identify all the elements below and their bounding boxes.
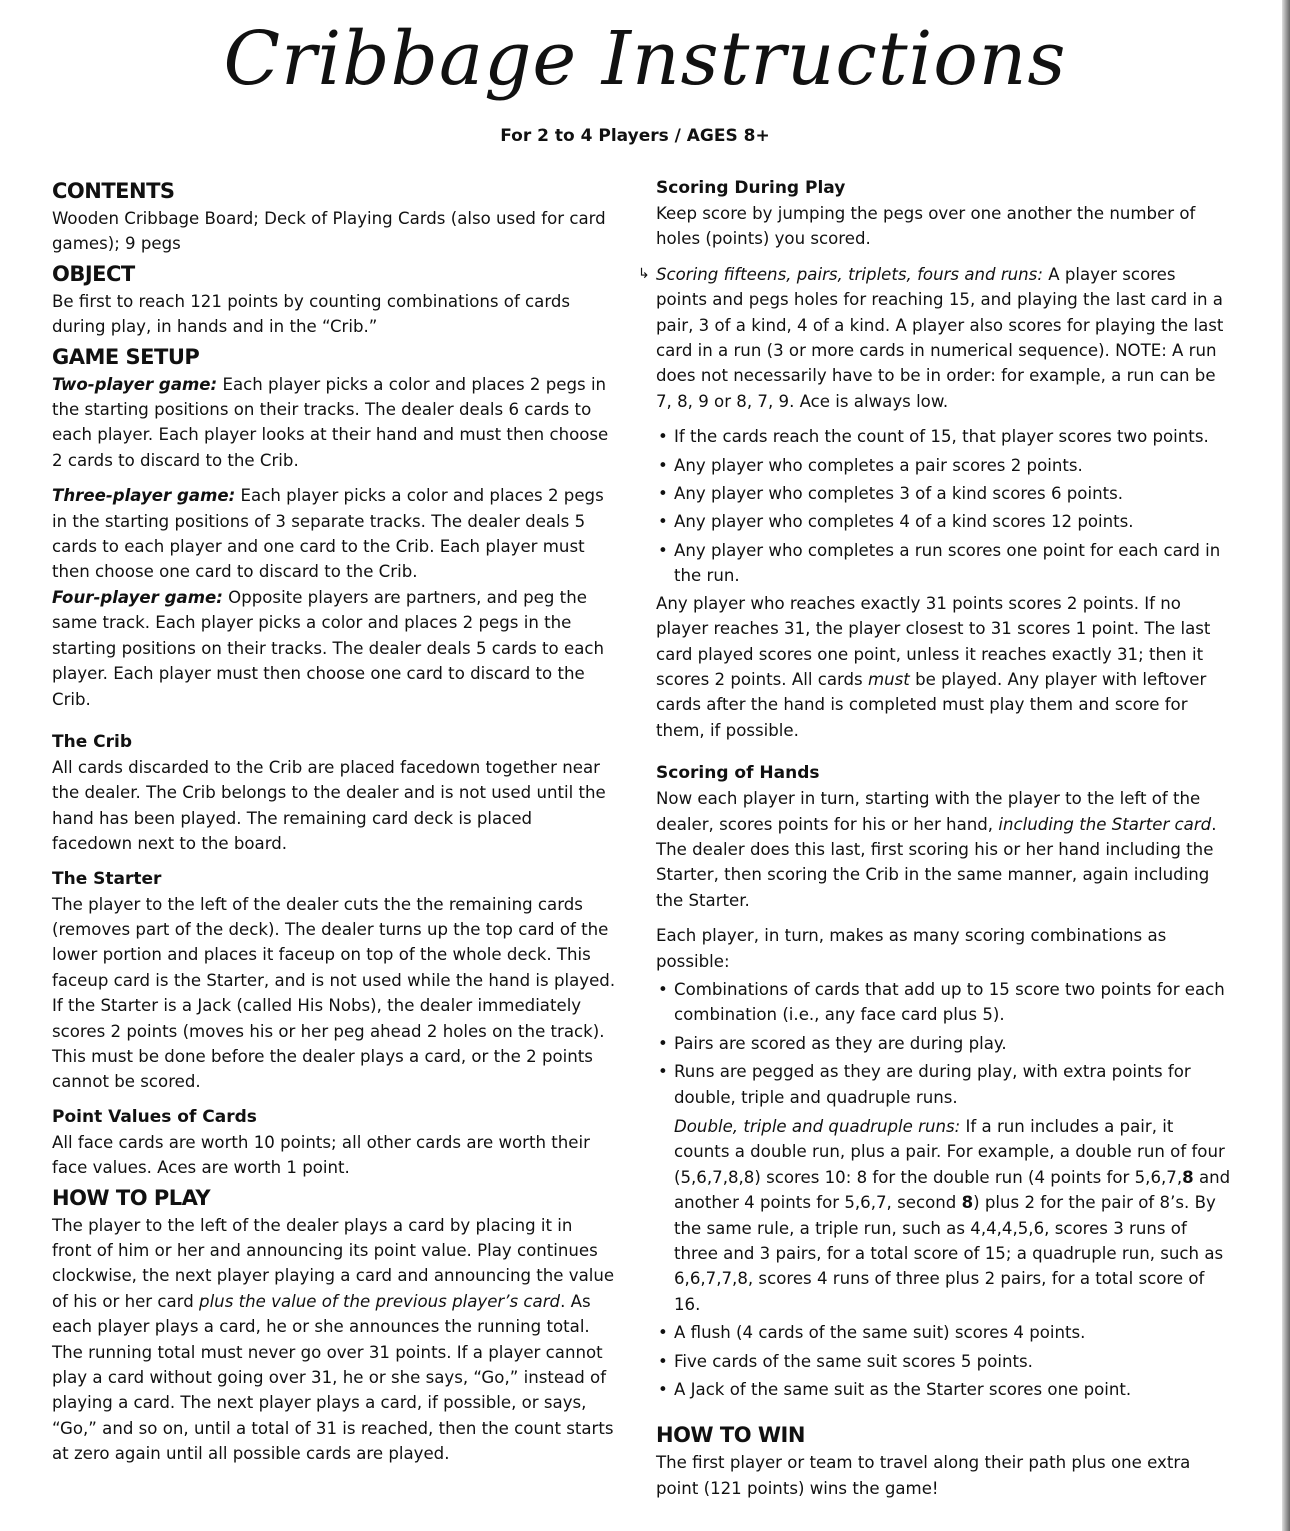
scoring-hands-section (656, 761, 1231, 913)
four-player-text: Opposite players are partners, and peg the same track. Each player picks a color and places 2 pegs in the starting positions on their tracks. The dealer deals 5 cards to each player. Each player must then choose one card to discard to the Crib. (52, 587, 605, 709)
two-player-text: Each player picks a color and places 2 pegs in the starting positions on their tracks. The dealer deals 6 cards to each player. Each player looks at their hand and must then choose 2 cards to discard to the Crib. (52, 374, 609, 470)
fifteens-lead: Scoring fifteens, pairs, triplets, fours and runs: (656, 264, 1043, 284)
starter-section (52, 867, 617, 1095)
list-item: • Any player who completes a pair scores 2 points. (656, 453, 1231, 478)
crib-heading: The Crib (52, 731, 133, 752)
double-runs-lead: Double, triple and quadruple runs: (674, 1117, 961, 1136)
double-runs-bold-2: 8 (961, 1193, 974, 1213)
setup-heading: GAME SETUP (52, 344, 200, 369)
scoring-play-heading: Scoring During Play (656, 178, 846, 198)
double-runs-bold-1: 8 (1182, 1167, 1194, 1187)
three-player-lead: Three-player game: (52, 486, 236, 506)
how-to-play-emphasis: plus the value of the previous player’s card (199, 1291, 561, 1311)
object-text: Be first to reach 121 points by counting combinations of cards during play, in hands and in the “Crib.” (52, 291, 571, 337)
list-item: • Any player who completes 4 of a kind scores 12 points. (656, 509, 1231, 534)
object-section (52, 259, 617, 340)
scoring-hands-text (656, 786, 1231, 913)
fifteens-paragraph (638, 262, 1231, 414)
thirtyone-text-part2: be played. Any player with leftover cards after the hand is completed must play them and score for them, if possible. (656, 669, 1207, 740)
thirtyone-emphasis: must (867, 669, 910, 689)
list-item: • Combinations of cards that add up to 15 score two points for each combination (i.e., any face card plus 5). (656, 977, 1231, 1028)
double-runs-text-part2: and another 4 points for 5,6,7, second (674, 1167, 1231, 1213)
three-player-paragraph (52, 483, 617, 585)
how-to-win-section (656, 1420, 1231, 1501)
hand-scoring-list-extra (656, 1320, 1231, 1402)
setup-section (52, 342, 617, 712)
list-item: • A Jack of the same suit as the Starter scores one point. (656, 1377, 1231, 1402)
double-runs-text-part3: ) plus 2 for the pair of 8’s. By the same rule, a triple run, such as 4,4,4,5,6, scores 3 runs of three and 3 pairs, for a total score of 15; a quadruple run, such as 6,6,7,7,8, scores 4 runs of three plus 2 pairs, for a total score of 16. (674, 1193, 1224, 1314)
object-heading: OBJECT (52, 261, 135, 286)
crib-section (52, 730, 617, 857)
how-to-play-text-part1: The player to the left of the dealer plays a card by placing it in front of him or her and announcing its point value. Play continues clockwise, the next player playing a card and announcing the value of his or her card (52, 1215, 615, 1311)
contents-heading: CONTENTS (52, 179, 175, 203)
starter-heading: The Starter (52, 868, 162, 889)
hand-scoring-list (656, 977, 1231, 1110)
point-values-text: All face cards are worth 10 points; all other cards are worth their face values. Aces are worth 1 point. (52, 1132, 590, 1178)
point-values-section (52, 1105, 617, 1181)
how-to-win-text: The first player or team to travel along their path plus one extra point (121 points) wins the game! (656, 1453, 1191, 1498)
arrow-mark-icon: ↳ (638, 265, 650, 282)
list-item: • Any player who completes 3 of a kind scores 6 points. (656, 481, 1231, 506)
three-player-text: Each player picks a color and places 2 pegs in the starting positions of 3 separate tracks. The dealer deals 5 cards to each player and one card to the Crib. Each player must then choose one card to discard to the Crib. (52, 486, 604, 582)
thirtyone-text-part1: Any player who reaches exactly 31 points scores 2 points. If no player reaches 31, the player closest to 31 scores 1 point. The last card played scores one point, unless it reaches exactly 31; then it scores 2 points. All cards (656, 593, 1211, 689)
page-edge-shadow (1282, 0, 1290, 1531)
list-item: • Runs are pegged as they are during play, with extra points for double, triple and quadruple runs. (656, 1059, 1231, 1110)
how-to-play-text-part2: . As each player plays a card, he or she announces the running total. The running total must never go over 31 points. If a player cannot play a card without going over 31, he or she says, “Go,” instead of playing a card. The next player plays a card, if possible, or says, “Go,” and so on, until a total of 31 is reached, then the count starts at zero again until all possible cards are played. (52, 1291, 614, 1464)
how-to-win-heading: HOW TO WIN (656, 1423, 805, 1448)
list-item: • A flush (4 cards of the same suit) scores 4 points. (656, 1320, 1231, 1345)
how-to-play-heading: HOW TO PLAY (52, 1185, 211, 1210)
contents-text: Wooden Cribbage Board; Deck of Playing Cards (also used for card games); 9 pegs (52, 209, 606, 254)
list-item: • Pairs are scored as they are during play. (656, 1031, 1231, 1056)
starter-text: The player to the left of the dealer cuts the the remaining cards (removes part of the deck). The dealer turns up the top card of the lower portion and places it faceup on top of the whole deck. This faceup card is the Starter, and is not used while the hand is played. If the Starter is a Jack (called His Nobs), the dealer immediately scores 2 points (moves his or her peg ahead 2 holes on the track). This must be done before the dealer plays a card, or the 2 points cannot be scored. (52, 894, 616, 1092)
list-item: • Any player who completes a run scores one point for each card in the run. (656, 538, 1231, 589)
page-title: Cribbage Instructions (223, 16, 1067, 102)
combinations-intro: Each player, in turn, makes as many scoring combinations as possible: (656, 926, 1167, 971)
point-values-heading: Point Values of Cards (52, 1106, 257, 1127)
scoring-play-text: Keep score by jumping the pegs over one another the number of holes (points) you scored. (656, 204, 1196, 249)
scoring-hands-emphasis: including the Starter card (998, 814, 1212, 834)
two-player-paragraph (52, 372, 617, 474)
left-column (52, 176, 617, 1467)
list-item: • If the cards reach the count of 15, that player scores two points. (656, 424, 1231, 449)
two-player-lead: Two-player game: (52, 374, 218, 394)
how-to-play-text (52, 1213, 617, 1467)
scoring-hands-text-part2: . The dealer does this last, first scoring his or her hand including the Starter, then scoring the Crib in the same manner, again including the Starter. (656, 814, 1217, 910)
list-item: • Five cards of the same suit scores 5 points. (656, 1349, 1231, 1374)
how-to-play-section (52, 1183, 617, 1467)
fifteens-text: A player scores points and pegs holes for reaching 15, and playing the last card in a pair, 3 of a kind, 4 of a kind. A player also scores for playing the last card in a run (3 or more cards in numerical sequence). NOTE: A run does not necessarily have to be in order: for example, a run can be 7, 8, 9 or 8, 7, 9. Ace is always low. (656, 264, 1224, 411)
contents-section (52, 176, 617, 257)
scoring-hands-heading: Scoring of Hands (656, 763, 820, 784)
page-subtitle: For 2 to 4 Players / AGES 8+ (500, 126, 770, 146)
four-player-lead: Four-player game: (52, 587, 223, 607)
right-column (638, 176, 1231, 1501)
double-runs-paragraph (656, 1114, 1231, 1317)
scoring-play-section (656, 176, 1231, 252)
double-runs-text-part1: If a run includes a pair, it counts a double run, plus a pair. For example, a double run of four (5,6,7,8,8) scores 10: 8 for the double run (4 points for 5,6,7, (674, 1117, 1225, 1187)
scoring-hands-text-part1: Now each player in turn, starting with the player to the left of the dealer, scores points for his or her hand, (656, 789, 1201, 834)
thirtyone-paragraph (656, 591, 1231, 743)
play-scoring-list (656, 424, 1231, 588)
four-player-paragraph (52, 585, 617, 712)
crib-text: All cards discarded to the Crib are placed facedown together near the dealer. The Crib belongs to the dealer and is not used until the hand has been played. The remaining card deck is placed facedown next to the board. (52, 757, 606, 854)
